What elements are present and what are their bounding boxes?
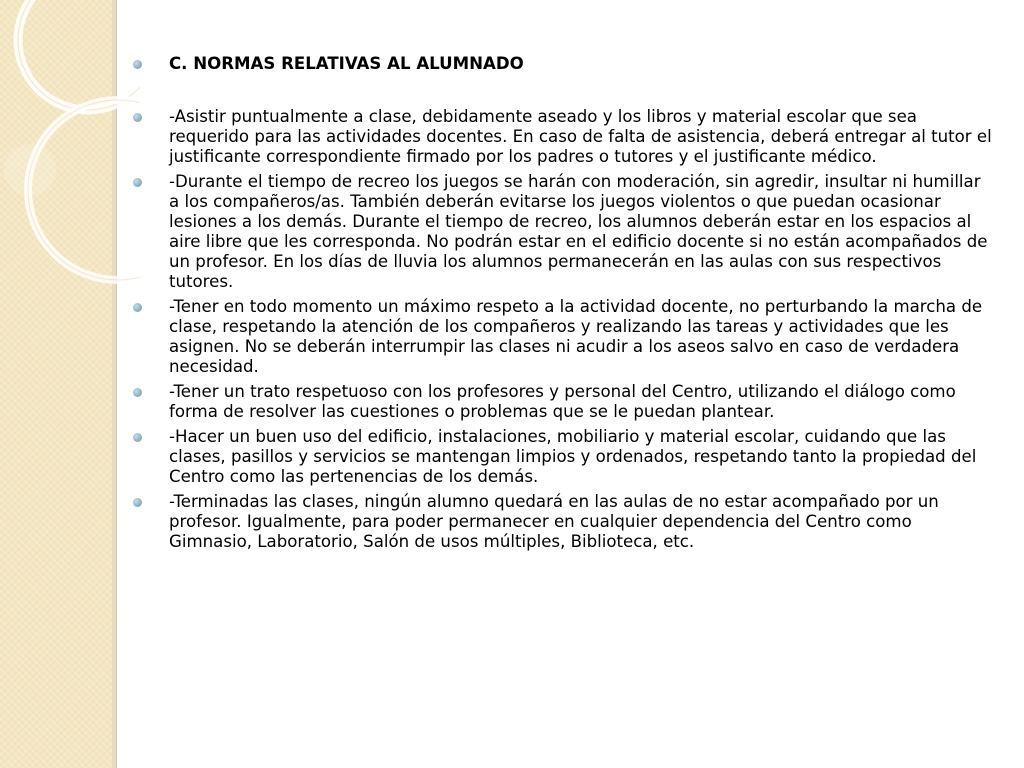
section-heading: C. NORMAS RELATIVAS AL ALUMNADO (169, 54, 524, 73)
bullet-dot-icon (133, 303, 142, 312)
list-item (133, 107, 993, 167)
list-item-text: -Durante el tiempo de recreo los juegos se harán con moderación, sin agredir, insultar ni humillar a los compañeros/as. También deberán evitarse los juegos violentos o que puedan ocasionar lesiones a los demás. Durante el tiempo de recreo, los alumnos deberán estar en los espacios al aire libre que les corresponda. No podrán estar en el edificio docente si no están acompañados de un profesor. En los días de lluvia los alumnos permanecerán en las aulas con sus respectivos tutores. (169, 172, 988, 291)
list-item-text: -Tener en todo momento un máximo respeto a la actividad docente, no perturbando la marcha de clase, respetando la atención de los compañeros y realizando las tareas y actividades que les asignen. No se deberán interrumpir las clases ni acudir a los aseos salvo en caso de verdadera necesidad. (169, 297, 983, 376)
list-item-text: -Asistir puntualmente a clase, debidamente aseado y los libros y material escolar que sea requerido para las actividades docentes. En caso de falta de asistencia, deberá entregar al tutor el justificante correspondiente firmado por los padres o tutores y el justificante médico. (169, 107, 992, 166)
bullet-dot-icon (133, 433, 142, 442)
list-item-text: -Tener un trato respetuoso con los profesores y personal del Centro, utilizando el diálogo como forma de resolver las cuestiones o problemas que se le puedan plantear. (169, 382, 956, 421)
list-item (133, 297, 993, 377)
section-heading-item (133, 54, 993, 74)
bullet-dot-icon (133, 113, 142, 122)
bullet-dot-icon (133, 498, 142, 507)
list-item (133, 427, 993, 487)
list-item (133, 492, 993, 552)
slide-content (133, 54, 993, 557)
list-item-text: -Terminadas las clases, ningún alumno quedará en las aulas de no estar acompañado por un profesor. Igualmente, para poder permanecer en cualquier dependencia del Centro como Gimnasio, Laboratorio, Salón de usos múltiples, Biblioteca, etc. (169, 492, 939, 551)
list-item (133, 172, 993, 292)
decorative-circles (0, 0, 140, 320)
bullet-dot-icon (133, 388, 142, 397)
bullet-dot-icon (133, 60, 142, 69)
bullet-list (133, 54, 993, 552)
list-item (133, 382, 993, 422)
list-item-text: -Hacer un buen uso del edificio, instalaciones, mobiliario y material escolar, cuidando que las clases, pasillos y servicios se mantengan limpios y ordenados, respetando tanto la propiedad del Centro como las pertenencias de los demás. (169, 427, 977, 486)
bullet-dot-icon (133, 178, 142, 187)
